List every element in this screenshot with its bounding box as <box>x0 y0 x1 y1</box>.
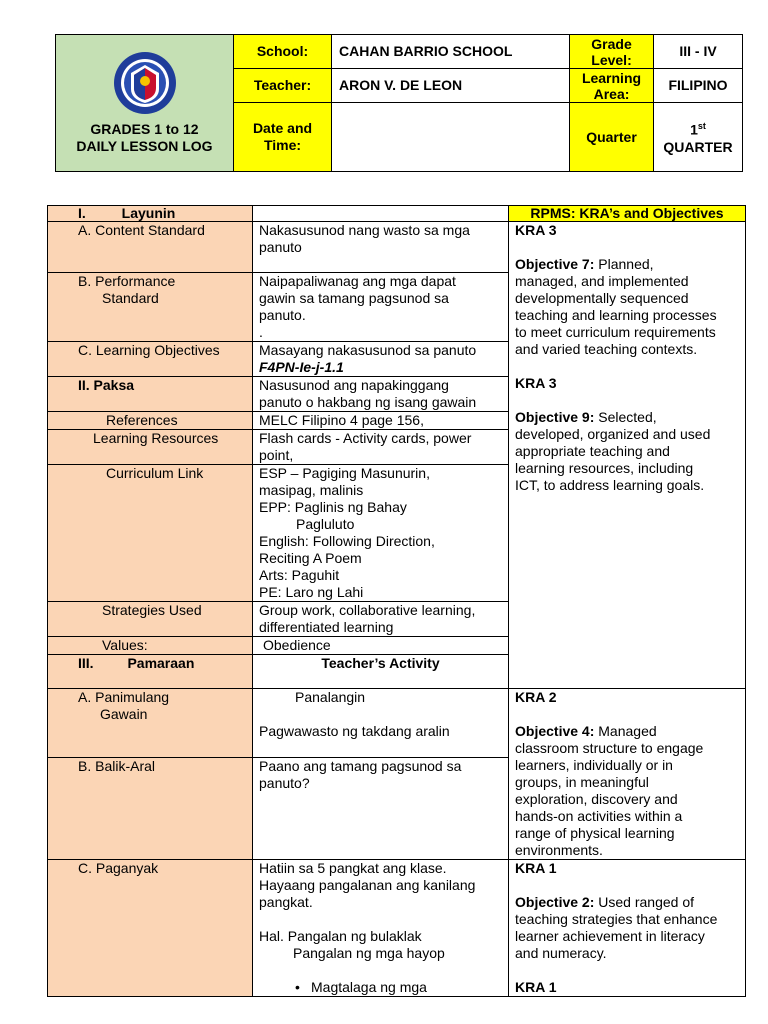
performance-label-line2: Standard <box>102 290 159 306</box>
grade-level-value: III - IV <box>654 35 743 69</box>
kra-label: KRA 1 <box>515 979 557 995</box>
pamaraan-number: III. <box>78 655 94 671</box>
learning-area-value: FILIPINO <box>654 69 743 103</box>
paganyak-line3: pangkat. <box>259 894 313 910</box>
quarter-value <box>654 103 743 172</box>
objective-text: environments. <box>515 842 603 858</box>
teacher-value: ARON V. DE LEON <box>332 69 570 103</box>
learning-resources-value <box>253 430 509 465</box>
learning-resources-label <box>48 430 253 465</box>
header-title-line1: GRADES 1 to 12 <box>90 121 199 137</box>
layunin-heading <box>48 206 253 222</box>
panimula-line2: Pagwawasto ng takdang aralin <box>259 723 450 739</box>
paganyak-bullet-item <box>259 979 508 996</box>
learning-area-label <box>570 69 654 103</box>
objective-text: Managed <box>594 723 657 739</box>
objective-text: appropriate teaching and <box>515 443 670 459</box>
curriculum-line: Arts: Paguhit <box>259 567 340 583</box>
performance-line4: . <box>259 324 263 340</box>
objective-text: groups, in meaningful <box>515 774 649 790</box>
learning-competency-code: F4PN-Ie-j-1.1 <box>259 359 344 375</box>
curriculum-link-label <box>48 465 253 602</box>
quarter-number: 1 <box>690 121 698 138</box>
date-time-value <box>332 103 570 172</box>
curriculum-line: Reciting A Poem <box>259 550 362 566</box>
paganyak-value <box>253 860 509 997</box>
references-value: MELC Filipino 4 page 156, <box>253 412 509 430</box>
paksa-label-text: II. Paksa <box>78 377 135 393</box>
performance-line3: panuto. <box>259 307 306 323</box>
bullet-icon: • <box>295 979 300 995</box>
grade-label-line2: Level: <box>591 51 632 68</box>
objective-text: teaching strategies that enhance <box>515 911 718 927</box>
rpms-objectives-cell-3 <box>509 860 746 997</box>
layunin-blank <box>253 206 509 222</box>
panimulang-gawain-value <box>253 689 509 758</box>
curriculum-link-label-text: Curriculum Link <box>106 465 204 481</box>
objective-label: Objective 9: <box>515 409 595 425</box>
strategies-line2: differentiated learning <box>259 619 394 635</box>
balik-aral-label <box>48 757 253 859</box>
grade-label-line1: Grade <box>591 35 632 52</box>
objective-text: developmentally sequenced <box>515 290 689 306</box>
kra-label: KRA 3 <box>515 375 557 391</box>
learning-objectives-value <box>253 342 509 377</box>
kra-label: KRA 1 <box>515 860 557 876</box>
objective-text: learner achievement in literacy <box>515 928 705 944</box>
pamaraan-heading <box>48 655 253 689</box>
learning-resources-label-text: Learning Resources <box>93 430 219 446</box>
strategies-line1: Group work, collaborative learning, <box>259 602 476 618</box>
quarter-suffix: st <box>697 121 706 132</box>
panimulang-gawain-label <box>48 689 253 758</box>
layunin-title: Layunin <box>121 205 176 221</box>
objective-text: Used ranged of <box>594 894 694 910</box>
curriculum-line: masipag, malinis <box>259 482 364 498</box>
paksa-line1: Nasusunod ang napakinggang <box>259 377 449 393</box>
content-standard-label-text: A. Content Standard <box>78 222 205 238</box>
paganyak-label <box>48 860 253 997</box>
objective-text: classroom structure to engage <box>515 740 704 756</box>
teacher-label: Teacher: <box>234 69 332 103</box>
objective-text: learners, individually or in <box>515 757 673 773</box>
learning-objectives-text: Masayang nakasusunod sa panuto <box>259 342 477 358</box>
resources-line2: point, <box>259 447 294 463</box>
objective-text: hands-on activities within a <box>515 808 683 824</box>
strategies-value <box>253 602 509 637</box>
header-title-line2: DAILY LESSON LOG <box>76 138 213 154</box>
performance-label-line1: B. Performance <box>78 273 176 289</box>
kra-label: KRA 3 <box>515 222 557 238</box>
objective-text: developed, organized and used <box>515 426 711 442</box>
panimula-label-line2: Gawain <box>100 706 148 722</box>
performance-standard-value <box>253 273 509 342</box>
curriculum-line: Pagluluto <box>296 516 355 532</box>
area-label-line2: Area: <box>593 85 630 102</box>
paksa-value <box>253 377 509 412</box>
content-standard-line2: panuto <box>259 239 302 255</box>
strategies-label <box>48 602 253 637</box>
teachers-activity-heading: Teacher’s Activity <box>253 655 509 689</box>
quarter-label: Quarter <box>570 103 654 172</box>
lesson-plan-table <box>47 205 746 997</box>
balik-line2: panuto? <box>259 774 310 791</box>
paganyak-bullet-text: Magtalaga ng mga <box>311 979 427 995</box>
paksa-line2: panuto o hakbang ng isang gawain <box>259 394 477 410</box>
objective-text: and varied teaching contexts. <box>515 341 698 357</box>
objective-text: learning resources, including <box>515 460 694 476</box>
objective-label: Objective 4: <box>515 723 595 739</box>
objective-text: and numeracy. <box>515 945 607 961</box>
balik-line1: Paano ang tamang pagsunod sa <box>259 757 462 774</box>
curriculum-line: EPP: Paglinis ng Bahay <box>259 499 407 515</box>
references-label <box>48 412 253 430</box>
layunin-number: I. <box>78 205 86 221</box>
objective-text: to meet curriculum requirements <box>515 324 716 340</box>
references-label-text: References <box>106 412 178 428</box>
header-title-cell <box>56 35 234 172</box>
grade-level-label <box>570 35 654 69</box>
school-value: CAHAN BARRIO SCHOOL <box>332 35 570 69</box>
performance-line2: gawin sa tamang pagsunod sa <box>259 290 449 306</box>
paksa-label <box>48 377 253 412</box>
performance-standard-label <box>48 273 253 342</box>
objective-text: managed, and implemented <box>515 273 689 289</box>
panimula-label-line1: A. Panimulang <box>78 689 170 705</box>
panimula-line1: Panalangin <box>295 689 366 705</box>
date-label-line2: Time: <box>263 137 302 153</box>
content-standard-label <box>48 222 253 273</box>
date-label-line1: Date and <box>252 120 313 136</box>
strategies-label-text: Strategies Used <box>102 602 202 618</box>
paganyak-line4: Hal. Pangalan ng bulaklak <box>259 928 422 944</box>
performance-line1: Naipapaliwanag ang mga dapat <box>259 273 456 289</box>
objective-text: teaching and learning processes <box>515 307 717 323</box>
balik-aral-value <box>253 757 509 859</box>
pamaraan-title: Pamaraan <box>127 655 195 671</box>
curriculum-line: English: Following Direction, <box>259 533 435 549</box>
balik-aral-label-text: B. Balik-Aral <box>78 757 156 774</box>
content-standard-value <box>253 222 509 273</box>
objective-text: ICT, to address learning goals. <box>515 477 705 493</box>
paganyak-label-text: C. Paganyak <box>78 860 159 876</box>
objective-text: Selected, <box>594 409 657 425</box>
deped-seal-icon <box>113 51 177 115</box>
values-text: Obedience <box>263 637 331 653</box>
resources-line1: Flash cards - Activity cards, power <box>259 430 472 446</box>
paganyak-line5: Pangalan ng mga hayop <box>293 945 445 961</box>
kra-label: KRA 2 <box>515 689 557 705</box>
curriculum-link-value <box>253 465 509 602</box>
learning-objectives-label-text: C. Learning Objectives <box>78 342 220 358</box>
rpms-objectives-cell-1 <box>509 222 746 689</box>
content-standard-line1: Nakasusunod nang wasto sa mga <box>259 222 470 238</box>
learning-objectives-label <box>48 342 253 377</box>
lesson-log-header <box>55 34 743 172</box>
paganyak-line1: Hatiin sa 5 pangkat ang klase. <box>259 860 447 876</box>
values-label <box>48 637 253 655</box>
objective-label: Objective 7: <box>515 256 595 272</box>
objective-label: Objective 2: <box>515 894 595 910</box>
objective-text: range of physical learning <box>515 825 675 841</box>
rpms-header: RPMS: KRA’s and Objectives <box>509 206 746 222</box>
objective-text: exploration, discovery and <box>515 791 678 807</box>
paganyak-line2: Hayaang pangalanan ang kanilang <box>259 877 476 893</box>
values-label-text: Values: <box>102 637 148 653</box>
school-label: School: <box>234 35 332 69</box>
curriculum-line: PE: Laro ng Lahi <box>259 584 364 600</box>
values-value <box>253 637 509 655</box>
objective-text: Planned, <box>594 256 654 272</box>
rpms-objectives-cell-2 <box>509 689 746 860</box>
date-time-label <box>234 103 332 172</box>
area-label-line1: Learning <box>581 69 642 86</box>
quarter-word: QUARTER <box>663 138 733 155</box>
curriculum-line: ESP – Pagiging Masunurin, <box>259 465 430 481</box>
